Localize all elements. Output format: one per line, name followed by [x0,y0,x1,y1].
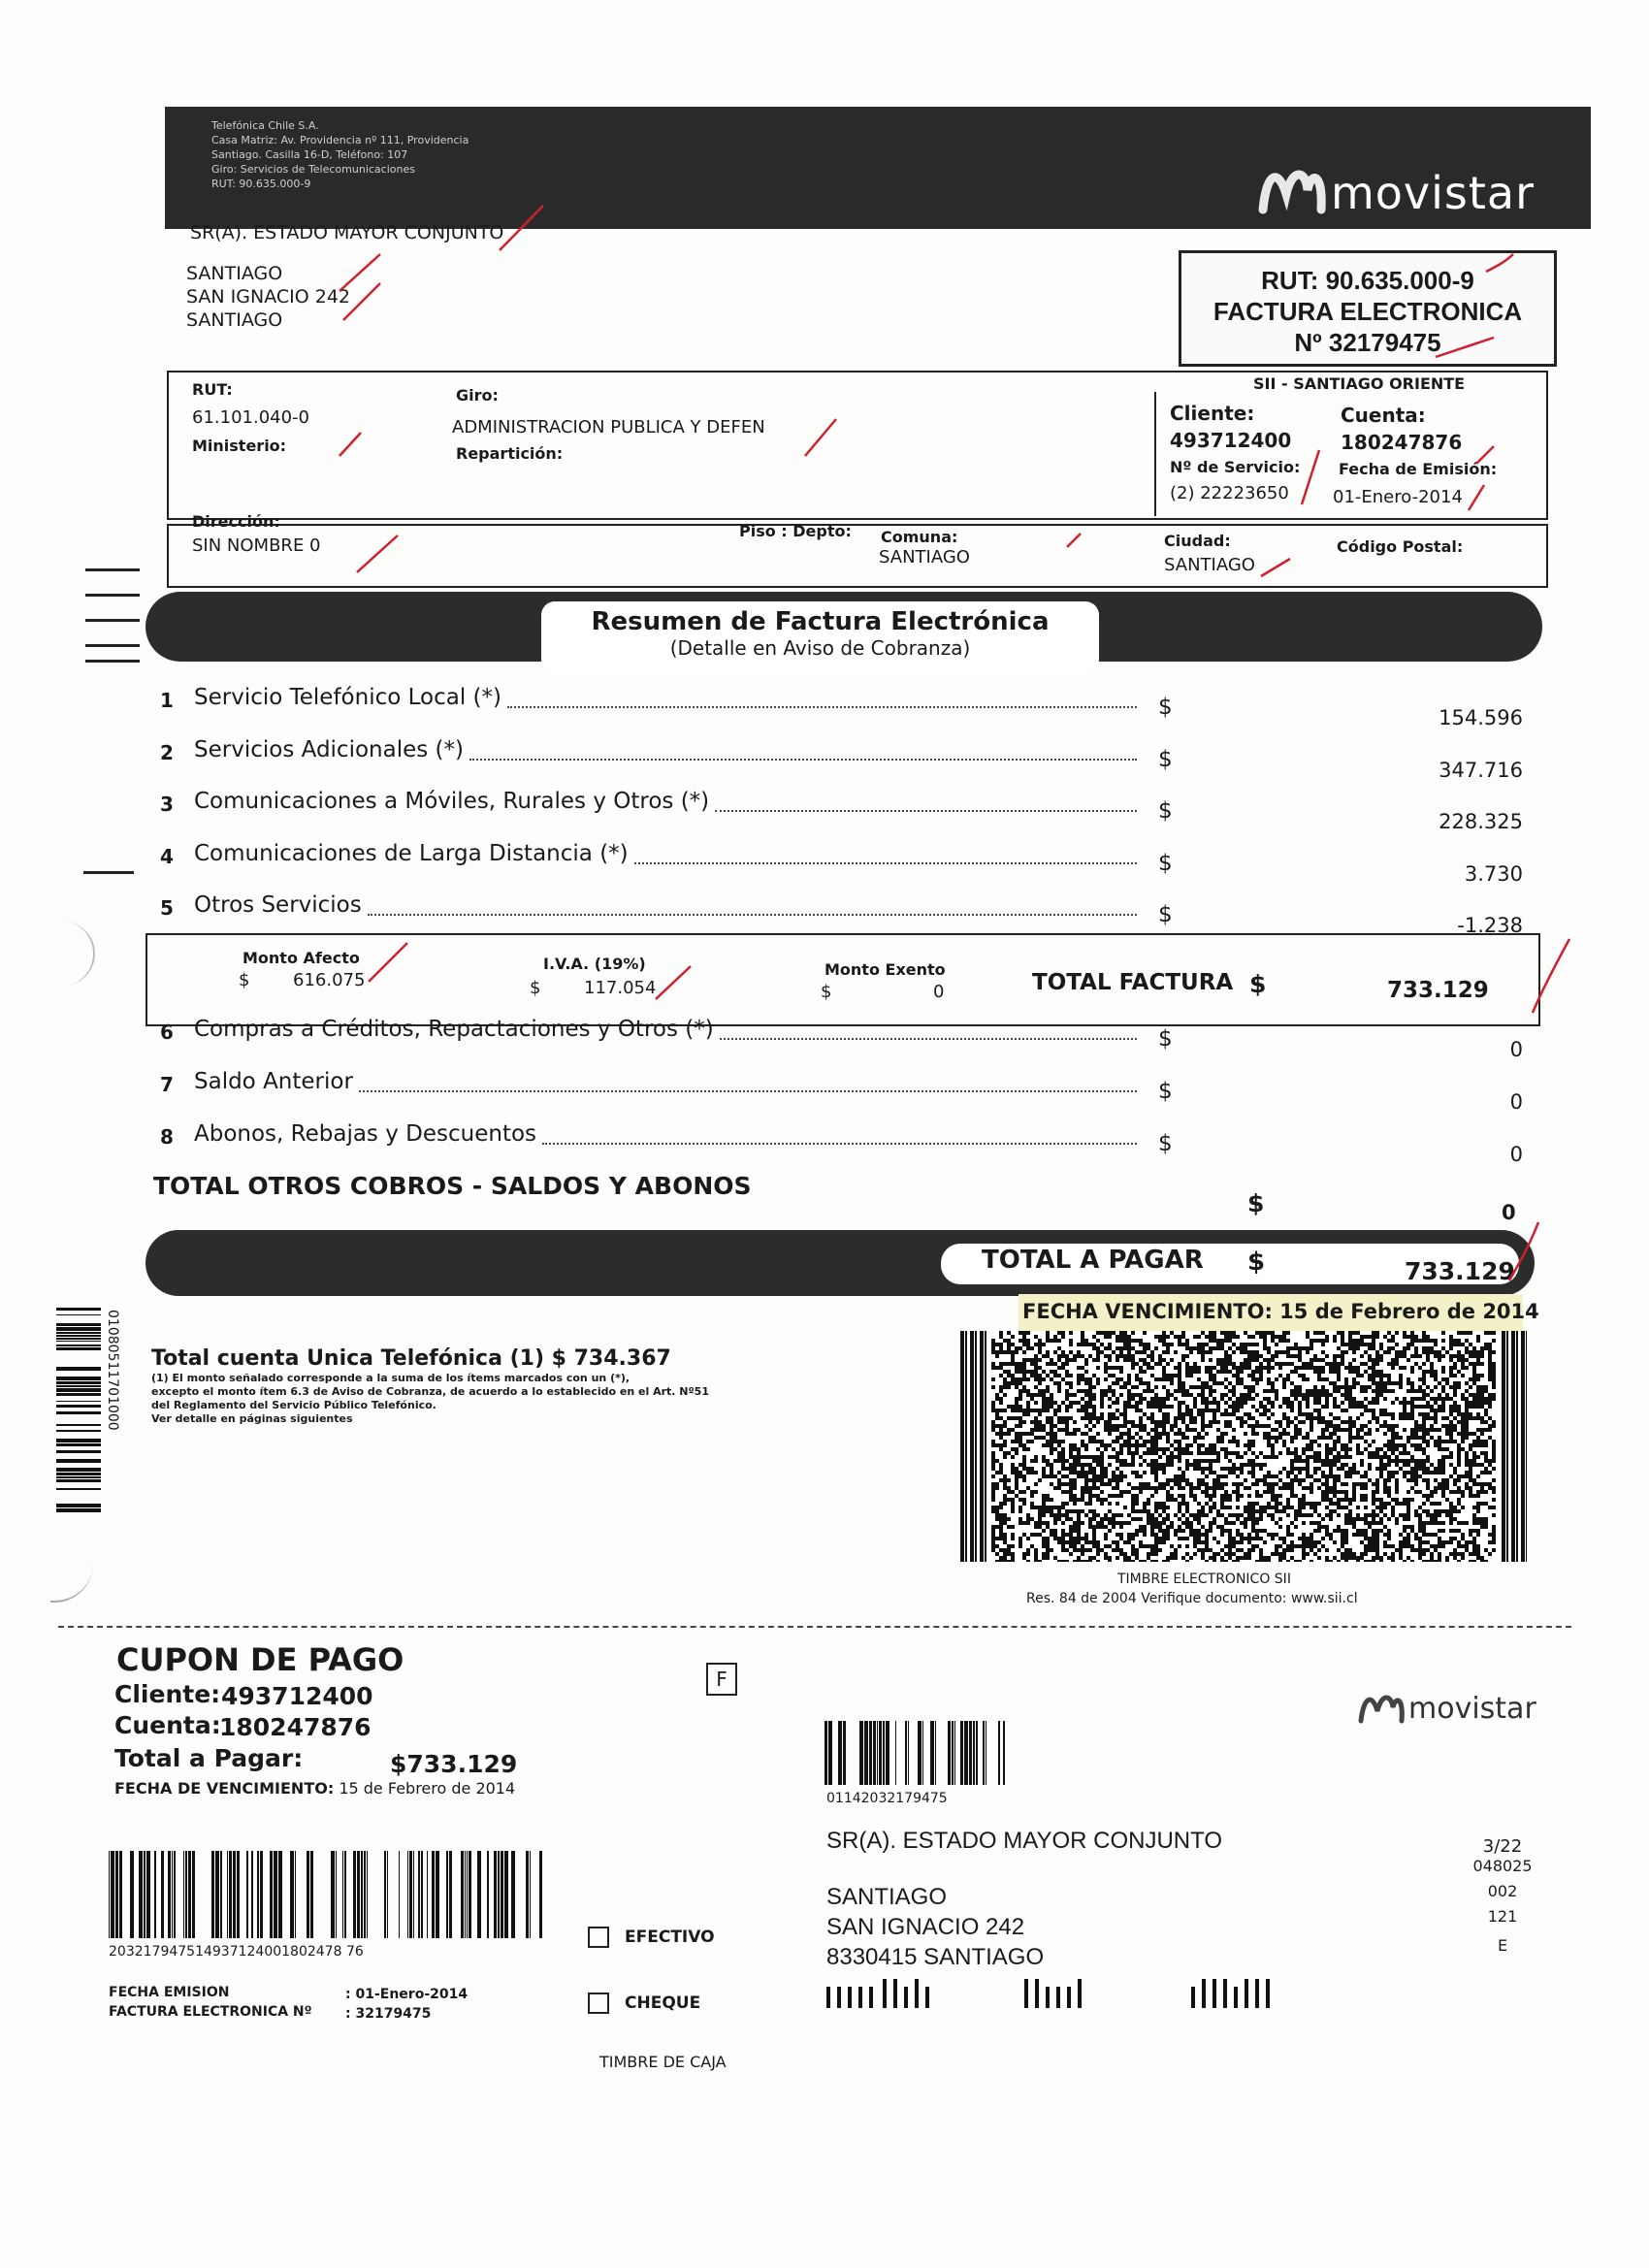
cupon-total-label: Total a Pagar: [114,1744,304,1772]
total-pagar-label: TOTAL A PAGAR [982,1246,1204,1275]
summary-title: Resumen de Factura Electrónica [591,607,1050,636]
cupon-cliente-label: Cliente: [114,1680,221,1708]
ciudad-label: Ciudad: [1164,532,1231,550]
routing-codes: 3/22 048025 002 121 E [1472,1836,1533,1955]
company-rut: RUT: 90.635.000-9 [1261,266,1474,295]
cupon-brand: movistar [1408,1692,1536,1726]
timbre-line1: TIMBRE ELECTRONICO SII [1117,1571,1291,1587]
other-item-label: Compras a Créditos, Repactaciones y Otros (*) [194,1017,714,1042]
brand-logo: movistar [1330,167,1535,219]
cupon-emision-value: : 01-Enero-2014 [345,1987,469,2002]
cuenta-label: Cuenta: [1341,404,1426,427]
cuenta-value: 180247876 [1341,431,1463,454]
servicio-label: Nº de Servicio: [1170,458,1301,476]
other-item-label: Abonos, Rebajas y Descuentos [194,1121,537,1147]
cliente-label: Cliente: [1170,402,1255,425]
charge-item-number: 5 [160,896,174,920]
timbre-caja: TIMBRE DE CAJA [599,2053,727,2071]
other-item-currency: $ [1158,1131,1173,1156]
charge-item-number: 4 [160,844,174,868]
piso-label: Piso : Depto: [739,522,852,540]
other-item-amount: 0 [1509,1143,1523,1166]
company-info: Telefónica Chile S.A. Casa Matriz: Av. Providencia nº 111, Providencia Santiago. Casilla 16-D, Teléfono: 107 Giro: Servicios de Telecomunicaciones RUT: 90.635.000-9 [211,119,469,190]
otros-total-label: TOTAL OTROS COBROS - SALDOS Y ABONOS [153,1172,752,1200]
charge-item-currency: $ [1158,850,1173,876]
other-item-number: 6 [160,1021,174,1044]
servicio-value: (2) 22223650 [1170,483,1289,503]
giro-label: Giro: [456,386,499,405]
other-item-label: Saldo Anterior [194,1069,353,1094]
charge-item-label: Comunicaciones de Larga Distancia (*) [194,840,629,866]
sii-office: SII - SANTIAGO ORIENTE [1253,374,1466,393]
summary-subtitle: (Detalle en Aviso de Cobranza) [669,636,971,660]
mail-name: SR(A). ESTADO MAYOR CONJUNTO [826,1828,1223,1854]
f-mark: F [706,1663,737,1696]
iva-label: I.V.A. (19%) [543,955,646,973]
timbre-line2: Res. 84 de 2004 Verifique documento: www.sii.cl [1026,1591,1358,1606]
charge-item-amount: 154.596 [1439,706,1523,729]
charge-item-currency: $ [1158,798,1173,824]
cupon-factura-value: : 32179475 [345,2006,432,2022]
cupon-vencimiento: FECHA DE VENCIMIENTO: 15 de Febrero de 2014 [114,1779,516,1798]
giro-value: ADMINISTRACION PUBLICA Y DEFEN [452,417,765,437]
charge-item-label: Comunicaciones a Móviles, Rurales y Otros (*) [194,789,710,814]
emision-label: Fecha de Emisión: [1339,460,1498,478]
other-item-currency: $ [1158,1026,1173,1052]
total-pagar-currency: $ [1247,1247,1266,1277]
charge-item-amount: 228.325 [1439,810,1523,833]
otros-total-currency: $ [1247,1189,1265,1217]
side-barcode-number: 01080511701000 [105,1310,120,1431]
other-item-number: 7 [160,1073,174,1096]
total-factura-currency: $ [1249,970,1267,998]
afecto-value: 616.075 [293,970,366,990]
afecto-currency: $ [239,970,250,990]
charge-item-amount: 3.730 [1464,861,1523,886]
ministerio-label: Ministerio: [192,437,287,455]
cupon-cuenta-value: 180247876 [219,1713,372,1741]
other-item-currency: $ [1158,1079,1173,1104]
comuna-label: Comuna: [881,528,958,546]
exento-label: Monto Exento [824,960,946,979]
exento-currency: $ [821,982,832,1002]
fecha-vencimiento: FECHA VENCIMIENTO: 15 de Febrero de 2014 [1022,1300,1539,1323]
invoice-number: Nº 32179475 [1294,328,1441,357]
other-item-amount: 0 [1509,1090,1523,1114]
total-factura-label: TOTAL FACTURA [1032,970,1234,995]
charge-item-number: 1 [160,689,174,712]
cupon-emision-label: FECHA EMISION [109,1985,230,2000]
other-item-amount: 0 [1509,1038,1523,1061]
iva-value: 117.054 [584,978,657,998]
cupon-cliente-value: 493712400 [221,1682,373,1710]
total-pagar-value: 733.129 [1405,1257,1515,1285]
iva-currency: $ [530,978,541,998]
direccion-value: SIN NOMBRE 0 [192,535,321,556]
charge-item-label: Servicios Adicionales (*) [194,736,464,762]
charge-item-label: Otros Servicios [194,892,362,918]
cupon-barcode-number: 203217947514937124001802478 76 [109,1944,364,1960]
charge-item-number: 3 [160,793,174,816]
afecto-label: Monto Afecto [242,949,360,967]
ciudad-value: SANTIAGO [1164,555,1255,575]
cliente-value: 493712400 [1170,429,1292,452]
rut-value: 61.101.040-0 [192,407,310,428]
comuna-value: SANTIAGO [879,547,970,567]
charge-item-currency: $ [1158,746,1173,772]
direccion-label: Dirección: [192,512,280,531]
cupon-cuenta-label: Cuenta: [114,1711,221,1739]
recipient-name: SR(A). ESTADO MAYOR CONJUNTO [190,222,504,243]
cuenta-unica-note: (1) El monto señalado corresponde a la suma de los ítems marcados con un (*), excepto el monto ítem 6.3 de Aviso de Cobranza, de acuerdo a lo establecido en el Art. Nº51 del Reglamento del Servicio Público Telefónico. Ver detalle en páginas siguientes [151,1372,709,1425]
charge-item-amount: 347.716 [1439,758,1523,782]
rut-label: RUT: [192,380,233,399]
otros-total-value: 0 [1502,1201,1516,1224]
charge-item-currency: $ [1158,695,1173,720]
recipient-address: SANTIAGO SAN IGNACIO 242 SANTIAGO [186,263,350,331]
exento-value: 0 [933,982,945,1002]
doc-type: FACTURA ELECTRONICA [1212,297,1523,326]
other-item-number: 8 [160,1125,174,1149]
efectivo-option[interactable]: EFECTIVO [588,1927,715,1948]
cupon-title: CUPON DE PAGO [116,1641,404,1678]
charge-item-label: Servicio Telefónico Local (*) [194,685,501,710]
cupon-total-value: $733.129 [390,1750,518,1778]
total-factura-value: 733.129 [1387,978,1489,1003]
reparticion-label: Repartición: [456,444,564,463]
cheque-option[interactable]: CHEQUE [588,1993,700,2014]
postal-label: Código Postal: [1337,537,1464,556]
charge-item-amount: -1.238 [1457,914,1523,937]
mail-address: SANTIAGO SAN IGNACIO 242 8330415 SANTIAGO [826,1884,1045,1970]
cuenta-unica-title: Total cuenta Unica Telefónica (1) $ 734.367 [151,1346,671,1371]
cupon-factura-label: FACTURA ELECTRONICA Nº [109,2004,312,2020]
emision-value: 01-Enero-2014 [1333,487,1463,507]
charge-item-currency: $ [1158,902,1173,927]
mail-barcode-number: 01142032179475 [826,1791,948,1806]
charge-item-number: 2 [160,740,174,764]
